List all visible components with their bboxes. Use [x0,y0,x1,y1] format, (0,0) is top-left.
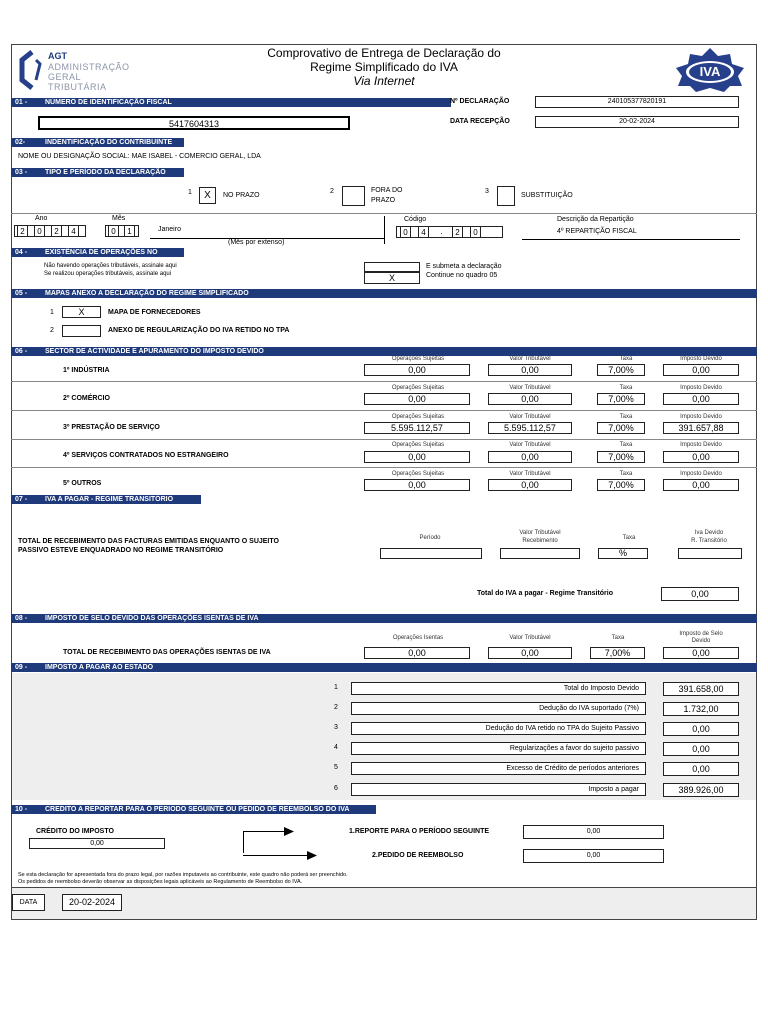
s06-row-label: 4º SERVIÇOS CONTRATADOS NO ESTRANGEIRO [63,452,229,459]
s06-id-field[interactable]: 0,00 [663,393,739,405]
footer-divider [11,887,757,888]
s07-col-periodo: Período [419,535,441,541]
arrow-right-icon [307,851,317,860]
s06-id-field[interactable]: 391.657,88 [663,422,739,434]
s10-reembolso-label: 2.PEDIDO DE REEMBOLSO [372,852,464,859]
s09-row-num: 6 [334,785,338,792]
s09-row-label: Dedução do IVA suportado (7%) [351,702,646,715]
s09-row-num: 3 [334,724,338,731]
s09-row-num: 2 [334,704,338,711]
s06-id-field[interactable]: 0,00 [663,364,739,376]
section-02-bar [11,138,184,147]
s07-col-iva-b: R. Transitório [691,538,727,544]
s06-col-id: Imposto Devido [680,471,722,477]
section-08-bar [11,614,757,623]
s07-num: 07 - [15,496,28,503]
s08-num: 08 - [15,615,28,622]
s03-divider [11,213,757,214]
arrow-right-icon [284,827,294,836]
s04-line2: Se realizou operações tributáveis, assinale aqui [44,271,172,277]
s08-label: TOTAL DE RECEBIMENTO DAS OPERAÇÕES ISENTAS DE IVA [63,649,271,656]
s06-vt-field[interactable]: 0,00 [488,364,572,376]
s04-num: 04 - [15,249,28,256]
s06-row-divider [11,439,757,440]
s05-item2-num: 2 [50,327,54,334]
codigo-box [396,226,503,238]
contributor-name: NOME OU DESIGNAÇÃO SOCIAL: MAE ISABEL - COMERCIO GERAL, LDA [18,153,261,160]
s06-vt-field[interactable]: 0,00 [488,479,572,491]
ano-digit[interactable]: 0 [34,225,45,237]
title-line1: Comprovativo de Entrega de Declaração do [267,46,501,60]
s10-reporte-field[interactable]: 0,00 [523,825,664,839]
s06-ops-field[interactable]: 0,00 [364,393,470,405]
opt2-label-b: PRAZO [371,197,396,204]
codigo-digit[interactable]: 2 [452,226,463,238]
section-05-bar [11,289,757,298]
s06-row-label: 5º OUTROS [63,480,102,487]
s06-vt-field[interactable]: 0,00 [488,451,572,463]
s06-id-field[interactable]: 0,00 [663,479,739,491]
s09-row-value[interactable]: 391.658,00 [663,682,739,696]
decl-label: Nº DECLARAÇÃO [450,98,510,105]
s10-arrow-vertical [243,831,244,853]
s06-col-ops: Operações Sujeitas [391,385,445,391]
s06-tx-field[interactable]: 7,00% [597,479,645,491]
section-04-bar [11,248,184,265]
s06-ops-field[interactable]: 0,00 [364,364,470,376]
s09-row-num: 5 [334,764,338,771]
s07-vt-field[interactable] [500,548,580,559]
s06-col-vt: Valor Tributável [509,414,551,420]
s02-num: 02- [15,139,26,146]
s07-title: IVA A PAGAR - REGIME TRANSITÓRIO [45,496,174,503]
s02-title: INDENTIFICAÇÃO DO CONTRIBUINTE [45,139,173,146]
s10-note1: Se esta declaração for apresentada fora do prazo legal, por razões imputaveis ao contribuinte, este quadro não poderá ser preenchido. [18,872,348,878]
s03-title: TIPO E PERÍODO DA DECLARAÇÃO [45,169,166,176]
s09-row-label: Dedução do IVA retido no TPA do Sujeito Passivo [351,722,646,735]
s06-col-tx: Taxa [619,414,633,420]
s10-arrow-top [243,831,287,832]
s01-num: 01 - [15,99,28,106]
s08-ops-field[interactable]: 0,00 [364,647,470,659]
rep-label: Descrição da Repartição [557,216,634,223]
s07-col-vt-b: Recebimento [522,538,558,544]
s08-vt-field[interactable]: 0,00 [488,647,572,659]
s05-num: 05 - [15,290,28,297]
s06-col-vt: Valor Tributável [509,442,551,448]
date-reception-value: 20-02-2024 [535,116,739,128]
s06-row-label: 3º PRESTAÇÃO DE SERVIÇO [63,424,160,431]
s06-tx-field[interactable]: 7,00% [597,393,645,405]
s06-vt-field[interactable]: 0,00 [488,393,572,405]
s06-col-ops: Operações Sujeitas [391,442,445,448]
s08-col-vt: Valor Tributável [509,635,551,641]
section-06-bar [11,347,757,356]
s04-checkbox1[interactable] [364,262,420,272]
s06-title: SECTOR DE ACTIVIDADE E APURAMENTO DO IMPOSTO DEVIDO [45,348,264,355]
s09-row-num: 1 [334,684,338,691]
s05-item1-num: 1 [50,309,54,316]
mes-extenso: Janeiro [158,226,181,233]
s06-col-id: Imposto Devido [680,442,722,448]
codigo-digit[interactable]: 0 [470,226,481,238]
ano-digit[interactable]: 2 [51,225,62,237]
footer-data-label: DATA [12,894,45,911]
s08-title: IMPOSTO DE SELO DEVIDO DAS OPERAÇÕES ISENTAS DE IVA [45,615,259,622]
s07-tx-field[interactable]: % [598,548,648,559]
agt-line3: GERAL [48,72,82,82]
s05-item1-checkbox[interactable]: X [62,306,101,318]
opt3-checkbox[interactable] [497,186,515,206]
agt-line4: TRIBUTÁRIA [48,82,107,92]
s06-col-tx: Taxa [619,385,633,391]
opt2-num: 2 [330,188,334,195]
s07-text-a: TOTAL DE RECEBIMENTO DAS FACTURAS EMITIDAS ENQUANTO O SUJEITO [18,538,279,545]
s03-num: 03 - [15,169,28,176]
s09-num: 09 - [15,664,28,671]
s06-col-ops: Operações Sujeitas [391,471,445,477]
s07-periodo-field[interactable] [380,548,482,559]
s06-row-divider [11,467,757,468]
agt-emblem-icon [18,50,44,90]
s10-reembolso-field[interactable]: 0,00 [523,849,664,863]
s05-item2-label: ANEXO DE REGULARIZAÇÃO DO IVA RETIDO NO TPA [108,327,290,334]
s08-col-is-a: Imposto de Selo [679,631,723,637]
mes-digit[interactable]: 0 [108,225,119,237]
s06-ops-field[interactable]: 0,00 [364,451,470,463]
s09-row-label: Imposto a pagar [351,783,646,796]
s04-right2: Continue no quadro 05 [426,272,498,279]
s05-item2-checkbox[interactable] [62,325,101,337]
s10-credito-label: CRÉDITO DO IMPOSTO [36,828,114,835]
s09-row-value[interactable]: 1.732,00 [663,702,739,716]
s05-item1-label: MAPA DE FORNECEDORES [108,309,201,316]
rep-value: 4º REPARTIÇÃO FISCAL [557,228,637,235]
s08-tx-field[interactable]: 7,00% [590,647,645,659]
s06-tx-field[interactable]: 7,00% [597,364,645,376]
title-line2: Regime Simplificado do IVA [310,60,458,74]
codigo-digit[interactable]: 0 [400,226,411,238]
s06-vt-field[interactable]: 5.595.112,57 [488,422,572,434]
s07-text-b: PASSIVO ESTEVE ENQUADRADO NO REGIME TRANSITÓRIO [18,547,224,554]
s07-total-label: Total do IVA a pagar - Regime Transitório [477,590,614,597]
s09-row-num: 4 [334,744,338,751]
opt1-num: 1 [188,189,192,196]
s06-col-ops: Operações Sujeitas [391,356,445,362]
footer-data-field[interactable]: 20-02-2024 [62,894,122,911]
codigo-divider [384,216,385,244]
s06-col-ops: Operações Sujeitas [391,414,445,420]
s08-is-field[interactable]: 0,00 [663,647,739,659]
footer-background [12,887,756,919]
codigo-label: Código [404,216,427,223]
s06-col-id: Imposto Devido [680,414,722,420]
s07-iva-field[interactable] [678,548,742,559]
s06-col-tx: Taxa [619,471,633,477]
s10-note2: Os pedidos de reembolso deverão observar as disposições legais aplicáveis ao Regulamento de Reembolso do IVA. [18,879,303,885]
opt2-label-a: FORA DO [371,187,403,194]
s09-row-value[interactable]: 389.926,00 [663,783,739,797]
s07-col-iva-a: Iva Devido [694,530,724,536]
ano-digit[interactable]: 4 [68,225,79,237]
s06-row-divider [11,381,757,382]
opt3-num: 3 [485,188,489,195]
s04-right1: E submeta a declaração [426,263,502,270]
section-03-bar [11,168,184,177]
codigo-digit: . [440,227,443,236]
opt1-checkbox[interactable]: X [199,187,216,204]
s05-title: MAPAS ANEXO A DECLARAÇÃO DO REGIME SIMPLIFICADO [45,290,249,297]
s10-title: CREDITO A REPORTAR PARA O PERIODO SEGUINTE OU PEDIDO DE REEMBOLSO DO IVA [45,806,350,813]
s10-arrow-bottom [243,855,311,856]
s09-row-label: Excesso de Crédito de períodos anteriores [351,762,646,775]
mes-digit[interactable]: 1 [124,225,135,237]
s06-ops-field[interactable]: 0,00 [364,479,470,491]
section-09-bar [11,663,757,672]
s10-reporte-label: 1.REPORTE PARA O PERÍODO SEGUINTE [349,828,490,835]
s09-row-label: Regularizações a favor do sujeito passivo [351,742,646,755]
agt-logo [16,48,136,92]
section-07-bar [11,495,201,504]
s09-row-value[interactable]: 0,00 [663,722,739,736]
s06-row-label: 1º INDÚSTRIA [63,367,110,374]
ano-digit[interactable]: 2 [17,225,28,237]
s10-num: 10 - [15,806,28,813]
section-10-bar [11,805,376,814]
rep-underline [522,239,740,240]
s06-id-field[interactable]: 0,00 [663,451,739,463]
iva-logo-text: IVA [699,64,721,79]
s06-ops-field[interactable]: 5.595.112,57 [364,422,470,434]
s08-col-is-b: Devido [691,638,711,644]
s09-row-value[interactable]: 0,00 [663,742,739,756]
s06-num: 06 - [15,348,28,355]
s06-tx-field[interactable]: 7,00% [597,451,645,463]
ano-label: Ano [35,215,48,222]
s09-row-label: Total do Imposto Devido [351,682,646,695]
title-line3: Via Internet [353,74,415,88]
s06-col-id: Imposto Devido [680,356,722,362]
s10-credito-field[interactable]: 0,00 [29,838,165,849]
s06-col-vt: Valor Tributável [509,356,551,362]
iva-logo [672,46,748,94]
s06-row-label: 2º COMÉRCIO [63,395,110,402]
doc-title [230,46,538,88]
section-01-bar [11,98,451,107]
s09-row-value[interactable]: 0,00 [663,762,739,776]
mes-extenso-label: (Mês por extenso) [228,239,285,246]
s07-col-tx: Taxa [622,535,636,541]
nif-field[interactable]: 5417604313 [38,116,350,130]
decl-number: 240105377820191 [535,96,739,108]
date-reception-label: DATA RECEPÇÃO [450,118,510,125]
s04-checkbox2[interactable]: X [364,272,420,284]
s08-col-tx: Taxa [611,635,625,641]
opt3-label: SUBSTITUIÇÃO [521,192,573,199]
codigo-digit[interactable]: 4 [418,226,429,238]
s06-tx-field[interactable]: 7,00% [597,422,645,434]
s04-title: EXISTÊNCIA DE OPERAÇÕES NO PERÍODO [45,249,158,265]
s09-title: IMPOSTO A PAGAR AO ESTADO [45,664,154,671]
s06-col-vt: Valor Tributável [509,471,551,477]
opt1-label: NO PRAZO [223,192,260,199]
s08-col-ops: Operações Isentas [392,635,444,641]
s04-line1: Não havendo operações tributáveis, assinale aqui [44,263,177,269]
s06-row-divider [11,410,757,411]
s06-col-vt: Valor Tributável [509,385,551,391]
s06-col-tx: Taxa [619,356,633,362]
opt2-checkbox[interactable] [342,186,365,206]
s07-total-value[interactable]: 0,00 [661,587,739,601]
s07-col-vt-a: Valor Tributável [519,530,561,536]
s06-col-id: Imposto Devido [680,385,722,391]
agt-line1: AGT [48,51,67,61]
s06-col-tx: Taxa [619,442,633,448]
agt-line2: ADMINISTRAÇÃO [48,62,130,72]
s01-title: NÚMERO DE IDENTIFICAÇÃO FISCAL [45,99,172,106]
mes-label: Mês [112,215,126,222]
